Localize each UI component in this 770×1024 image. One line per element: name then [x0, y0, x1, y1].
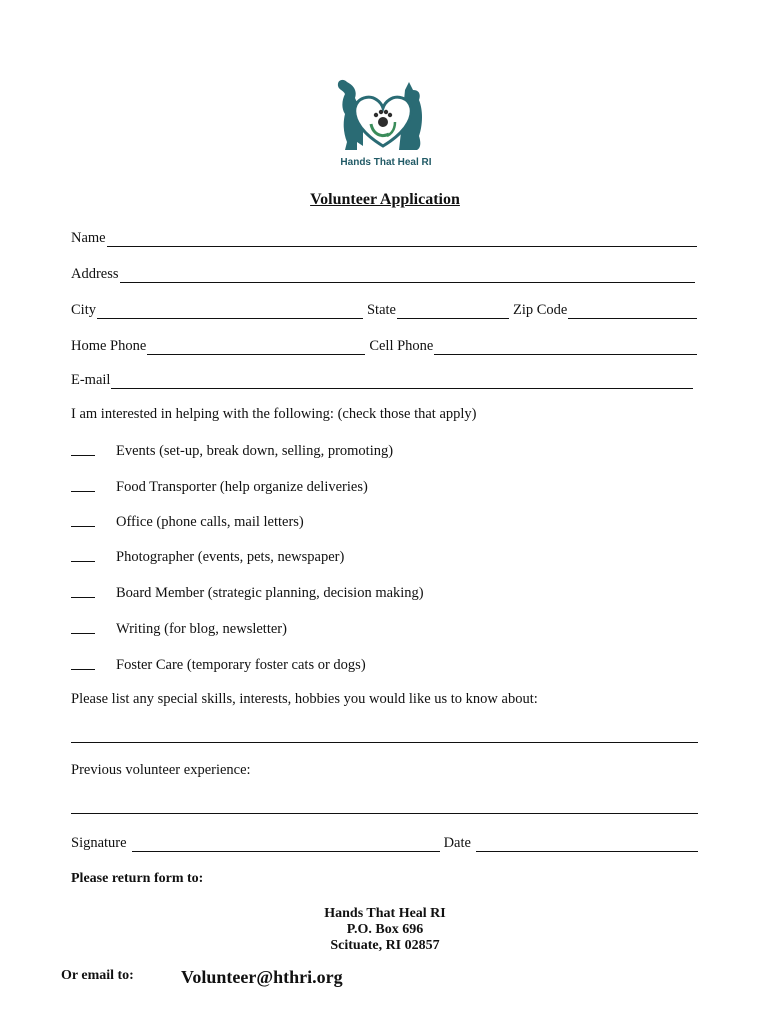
email-return-label: Or email to: [61, 968, 134, 983]
option-label: Writing (for blog, newsletter) [116, 621, 287, 637]
address-org: Hands That Heal RI [324, 906, 446, 921]
date-field[interactable] [476, 838, 698, 852]
city-field[interactable] [97, 305, 363, 319]
name-row [71, 229, 697, 247]
option-label: Food Transporter (help organize deliveries) [116, 479, 368, 495]
experience-prompt: Previous volunteer experience: [71, 762, 251, 778]
cell-phone-label: Cell Phone [369, 338, 434, 354]
option-item [71, 585, 671, 603]
address-row [71, 265, 695, 283]
signature-row [71, 834, 698, 852]
page-title: Volunteer Application [310, 191, 460, 208]
state-field[interactable] [397, 305, 509, 319]
name-label: Name [71, 230, 106, 246]
phone-row [71, 337, 697, 355]
option-item [71, 443, 671, 461]
skills-prompt: Please list any special skills, interests, hobbies you would like us to know about: [71, 691, 538, 707]
option-checkbox[interactable] [71, 633, 95, 634]
address-city: Scituate, RI 02857 [330, 938, 440, 953]
address-po-box: P.O. Box 696 [346, 922, 424, 937]
option-label: Photographer (events, pets, newspaper) [116, 549, 345, 565]
home-phone-label: Home Phone [71, 338, 147, 354]
email-row [71, 371, 693, 389]
skills-field[interactable] [71, 742, 698, 743]
mailing-address [0, 906, 770, 954]
zip-label: Zip Code [512, 302, 568, 318]
option-label: Foster Care (temporary foster cats or dogs) [116, 657, 366, 673]
logo-text: Hands That Heal RI [340, 157, 432, 168]
option-checkbox[interactable] [71, 526, 95, 527]
city-state-zip-row [71, 301, 697, 319]
option-checkbox[interactable] [71, 561, 95, 562]
cell-phone-field[interactable] [434, 341, 697, 355]
name-field[interactable] [107, 233, 697, 247]
return-heading: Please return form to: [71, 871, 204, 886]
option-item [71, 514, 671, 532]
signature-label: Signature [71, 835, 127, 851]
state-label: State [366, 302, 396, 318]
address-field[interactable] [120, 269, 695, 283]
email-field[interactable] [111, 375, 693, 389]
option-checkbox[interactable] [71, 597, 95, 598]
date-label: Date [443, 835, 471, 851]
option-checkbox[interactable] [71, 455, 95, 456]
option-label: Events (set-up, break down, selling, promoting) [116, 443, 394, 459]
dog-cat-heart-icon [333, 76, 439, 156]
option-checkbox[interactable] [71, 491, 95, 492]
address-label: Address [71, 266, 119, 282]
interest-prompt: I am interested in helping with the following: (check those that apply) [71, 406, 477, 422]
home-phone-field[interactable] [147, 341, 365, 355]
email-link[interactable]: Volunteer@hthri.org [181, 967, 343, 987]
experience-field[interactable] [71, 813, 698, 814]
option-item [71, 621, 671, 639]
option-item [71, 479, 671, 497]
city-label: City [71, 302, 96, 318]
zip-field[interactable] [568, 305, 697, 319]
option-item [71, 657, 671, 675]
option-item [71, 549, 671, 567]
signature-field[interactable] [132, 838, 440, 852]
email-label: E-mail [71, 372, 111, 388]
option-label: Office (phone calls, mail letters) [116, 514, 304, 530]
option-label: Board Member (strategic planning, decision making) [116, 585, 424, 601]
logo [333, 76, 439, 168]
option-checkbox[interactable] [71, 669, 95, 670]
